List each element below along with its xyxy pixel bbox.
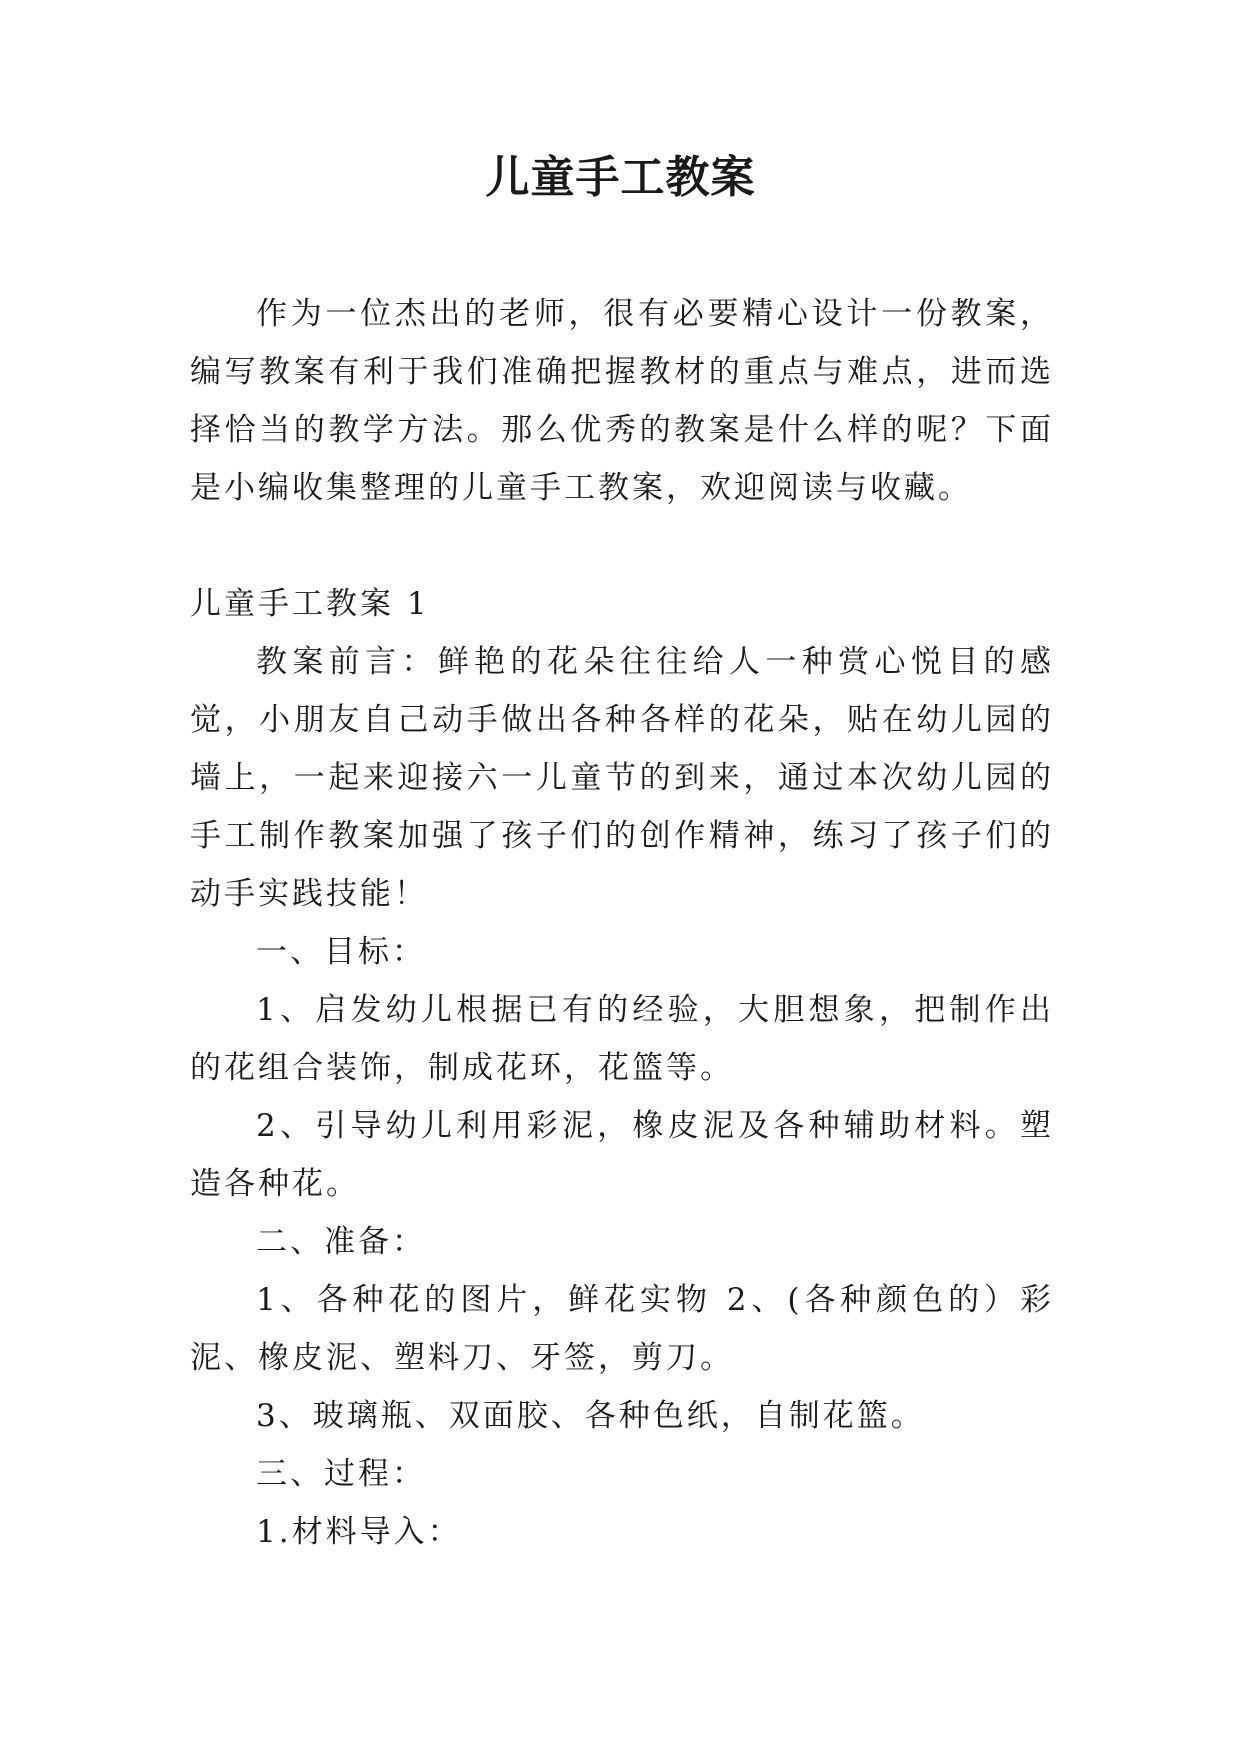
intro-block [190,285,1054,517]
process-step-1: 1.材料导入： [256,1514,462,1550]
preparation-item-3: 3、玻璃瓶、双面胶、各种色纸，自制花篮。 [256,1398,925,1434]
section-block [190,575,1054,1561]
preparation-item-1: 1、各种花的图片，鲜花实物 2、(各种颜色的）彩泥、橡皮泥、塑料刀、牙签，剪刀。 [190,1282,1054,1376]
process-heading: 三、过程： [256,1456,426,1492]
intro-paragraph: 作为一位杰出的老师，很有必要精心设计一份教案，编写教案有利于我们准确把握教材的重点与难点，进而选择恰当的教学方法。那么优秀的教案是什么样的呢？下面是小编收集整理的儿童手工教案，欢迎阅读与收藏。 [190,296,1054,506]
goals-heading: 一、目标： [256,934,426,970]
preface-paragraph: 教案前言：鲜艳的花朵往往给人一种赏心悦目的感觉，小朋友自己动手做出各种各样的花朵，贴在幼儿园的墙上，一起来迎接六一儿童节的到来，通过本次幼儿园的手工制作教案加强了孩子们的创作精神，练习了孩子们的动手实践技能！ [190,644,1054,912]
goal-item-1: 1、启发幼儿根据已有的经验，大胆想象，把制作出的花组合装饰，制成花环，花篮等。 [190,992,1054,1086]
goal-item-2: 2、引导幼儿利用彩泥，橡皮泥及各种辅助材料。塑造各种花。 [190,1108,1054,1202]
preparation-heading: 二、准备： [256,1224,426,1260]
section-heading: 儿童手工教案 1 [190,586,430,622]
document-title: 儿童手工教案 [485,152,756,203]
